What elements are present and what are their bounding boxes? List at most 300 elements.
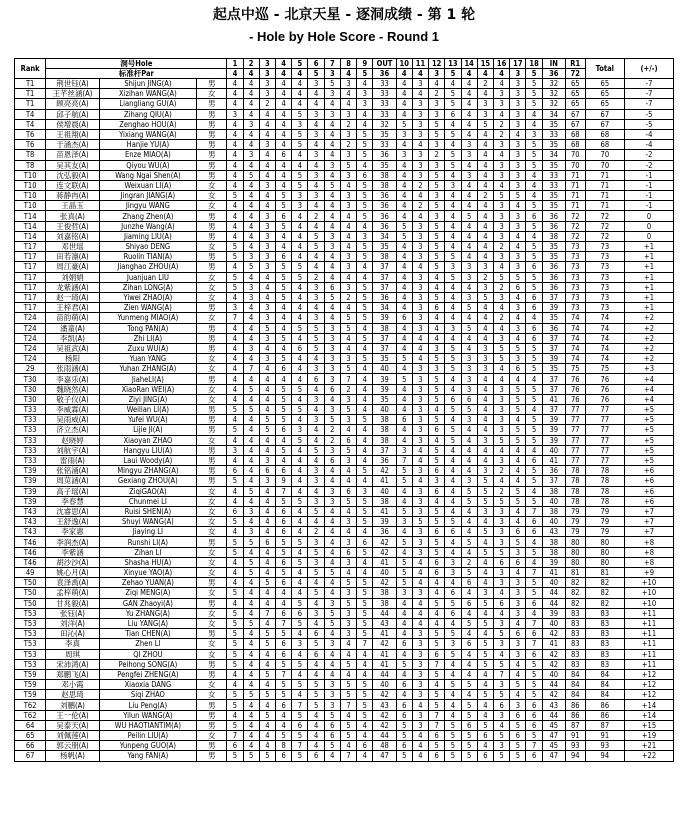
- player-name-en: XiaoRan WEI(A): [99, 384, 196, 394]
- hole-score-cell: 3: [429, 140, 445, 150]
- total-cell: 84: [585, 669, 624, 679]
- hole-score-cell: 2: [324, 425, 340, 435]
- hole-score-cell: 3: [340, 629, 356, 639]
- hole-score-cell: 5: [308, 639, 324, 649]
- gender-cell: 男: [197, 425, 227, 435]
- player-name-cn: 杨帆(A): [46, 751, 99, 761]
- to-par-cell: +8: [625, 557, 674, 567]
- hole-score-cell: 5: [510, 272, 526, 282]
- player-name-cn: 田沁(A): [46, 629, 99, 639]
- hole-score-cell: 4: [396, 201, 412, 211]
- in-score-cell: 39: [542, 303, 565, 313]
- par-value-header: 5: [445, 69, 461, 79]
- hole-score-cell: 2: [259, 99, 275, 109]
- hole-score-cell: 5: [477, 598, 493, 608]
- total-cell: 93: [585, 741, 624, 751]
- hole-score-cell: 5: [340, 160, 356, 170]
- hole-score-cell: 5: [292, 129, 308, 139]
- hole-score-cell: 4: [227, 119, 243, 129]
- out-score-cell: 42: [373, 690, 396, 700]
- hole-score-cell: 4: [412, 455, 428, 465]
- hole-score-cell: 7: [276, 669, 292, 679]
- hole-score-cell: 6: [276, 252, 292, 262]
- hole-score-cell: 3: [259, 354, 275, 364]
- to-par-cell: +5: [625, 405, 674, 415]
- hole-score-cell: 5: [461, 405, 477, 415]
- hole-score-cell: 4: [292, 517, 308, 527]
- player-name-cn: 王梓君(A): [46, 303, 99, 313]
- hole-score-cell: 5: [526, 354, 542, 364]
- to-par-cell: +1: [625, 303, 674, 313]
- hole-score-cell: 5: [340, 405, 356, 415]
- hole-score-cell: 3: [461, 292, 477, 302]
- hole-score-cell: 3: [243, 343, 259, 353]
- hole-score-cell: 5: [292, 496, 308, 506]
- hole-score-cell: 5: [227, 700, 243, 710]
- hole-score-cell: 4: [243, 313, 259, 323]
- hole-score-cell: 4: [396, 191, 412, 201]
- hole-score-cell: 4: [243, 129, 259, 139]
- table-row: [15, 262, 674, 272]
- hole-number-header: 2: [243, 59, 259, 69]
- hole-score-cell: 4: [477, 211, 493, 221]
- to-par-cell: +10: [625, 598, 674, 608]
- table-row: [15, 680, 674, 690]
- player-name-cn: 魏晓然(A): [46, 384, 99, 394]
- hole-score-cell: 3: [324, 496, 340, 506]
- hole-number-header: 11: [412, 59, 428, 69]
- hole-score-cell: 4: [445, 659, 461, 669]
- to-par-cell: -5: [625, 119, 674, 129]
- round-score-cell: 79: [565, 506, 585, 516]
- hole-score-cell: 3: [412, 486, 428, 496]
- hole-score-cell: 5: [259, 629, 275, 639]
- to-par-cell: +7: [625, 517, 674, 527]
- total-cell: 83: [585, 649, 624, 659]
- hole-score-cell: 3: [227, 303, 243, 313]
- hole-score-cell: 4: [324, 272, 340, 282]
- hole-score-cell: 3: [494, 384, 510, 394]
- round-score-cell: 71: [565, 201, 585, 211]
- hole-score-cell: 4: [357, 394, 373, 404]
- hole-score-cell: 3: [357, 231, 373, 241]
- hole-score-cell: 4: [276, 455, 292, 465]
- hole-score-cell: 6: [227, 506, 243, 516]
- hole-score-cell: 3: [494, 618, 510, 628]
- hole-score-cell: 3: [429, 99, 445, 109]
- hole-score-cell: 5: [227, 537, 243, 547]
- in-score-cell: 38: [542, 537, 565, 547]
- rank-cell: T4: [15, 119, 46, 129]
- hole-score-cell: 6: [276, 578, 292, 588]
- out-score-cell: 38: [373, 415, 396, 425]
- hole-score-cell: 4: [357, 649, 373, 659]
- round-score-cell: 74: [565, 323, 585, 333]
- in-score-cell: 44: [542, 680, 565, 690]
- rank-cell: T39: [15, 486, 46, 496]
- hole-score-cell: 5: [357, 201, 373, 211]
- round-score-cell: 82: [565, 588, 585, 598]
- hole-score-cell: 6: [429, 425, 445, 435]
- hole-score-cell: 5: [429, 517, 445, 527]
- hole-score-cell: 4: [477, 425, 493, 435]
- hole-score-cell: 5: [429, 629, 445, 639]
- in-score-cell: 37: [542, 374, 565, 384]
- hole-score-cell: 5: [292, 384, 308, 394]
- hole-score-cell: 5: [445, 150, 461, 160]
- out-score-cell: 34: [373, 303, 396, 313]
- hole-score-cell: 5: [445, 629, 461, 639]
- hole-score-cell: 4: [276, 160, 292, 170]
- hole-score-cell: 3: [510, 109, 526, 119]
- round-score-cell: 72: [565, 231, 585, 241]
- hole-score-cell: 5: [276, 354, 292, 364]
- hole-score-cell: 4: [396, 384, 412, 394]
- rank-cell: T8: [15, 150, 46, 160]
- hole-score-cell: 5: [357, 578, 373, 588]
- hole-score-cell: 3: [461, 374, 477, 384]
- table-row: [15, 303, 674, 313]
- to-par-cell: +11: [625, 618, 674, 628]
- rank-cell: T17: [15, 262, 46, 272]
- hole-score-cell: 4: [396, 170, 412, 180]
- hole-score-cell: 5: [396, 476, 412, 486]
- total-cell: 79: [585, 527, 624, 537]
- hole-score-cell: 4: [292, 669, 308, 679]
- hole-score-cell: 4: [526, 557, 542, 567]
- hole-score-cell: 5: [461, 700, 477, 710]
- hole-score-cell: 5: [494, 343, 510, 353]
- hole-score-cell: 4: [340, 333, 356, 343]
- hole-score-cell: 5: [396, 568, 412, 578]
- hole-score-cell: 6: [276, 700, 292, 710]
- hole-score-cell: 5: [396, 751, 412, 761]
- par-value-header: 4: [276, 69, 292, 79]
- hole-score-cell: 4: [259, 272, 275, 282]
- hole-number-header: 7: [324, 59, 340, 69]
- gender-cell: 男: [197, 578, 227, 588]
- player-name-cn: 李紫涵: [46, 547, 99, 557]
- hole-score-cell: 6: [510, 731, 526, 741]
- out-score-cell: 37: [373, 343, 396, 353]
- hole-score-cell: 5: [429, 394, 445, 404]
- hole-score-cell: 3: [461, 272, 477, 282]
- hole-score-cell: 5: [227, 272, 243, 282]
- in-score-cell: 42: [542, 629, 565, 639]
- total-cell: 91: [585, 731, 624, 741]
- hole-score-cell: 4: [227, 262, 243, 272]
- to-par-cell: +15: [625, 720, 674, 730]
- hole-score-cell: 4: [243, 578, 259, 588]
- out-score-cell: 35: [373, 394, 396, 404]
- player-name-cn: 张铭涌(A): [46, 466, 99, 476]
- rank-cell: T43: [15, 506, 46, 516]
- hole-score-cell: 4: [445, 466, 461, 476]
- table-row: [15, 618, 674, 628]
- in-score-cell: 41: [542, 639, 565, 649]
- hole-score-cell: 6: [461, 639, 477, 649]
- hole-score-cell: 6: [259, 466, 275, 476]
- player-name-cn: 王祖翔(A): [46, 129, 99, 139]
- table-row: [15, 354, 674, 364]
- hole-score-cell: 4: [429, 405, 445, 415]
- hole-score-cell: 5: [259, 751, 275, 761]
- hole-score-cell: 4: [396, 160, 412, 170]
- hole-score-cell: 4: [324, 119, 340, 129]
- hole-score-cell: 5: [308, 231, 324, 241]
- hole-score-cell: 4: [396, 343, 412, 353]
- in-score-cell: 35: [542, 140, 565, 150]
- round-score-cell: 78: [565, 486, 585, 496]
- gender-cell: 男: [197, 109, 227, 119]
- gender-cell: 女: [197, 364, 227, 374]
- total-cell: 67: [585, 109, 624, 119]
- hole-score-cell: 4: [292, 578, 308, 588]
- hole-score-cell: 3: [477, 466, 493, 476]
- player-name-en: Zenghao HOU(A): [99, 119, 196, 129]
- hole-score-cell: 7: [276, 486, 292, 496]
- hole-score-cell: 6: [429, 731, 445, 741]
- player-name-cn: 邱子航(A): [46, 109, 99, 119]
- hole-score-cell: 4: [477, 323, 493, 333]
- hole-score-cell: 4: [445, 333, 461, 343]
- hole-score-cell: 4: [494, 608, 510, 618]
- hole-score-cell: 3: [494, 537, 510, 547]
- hole-score-cell: 5: [445, 731, 461, 741]
- hole-score-cell: 4: [276, 598, 292, 608]
- hole-score-cell: 4: [461, 343, 477, 353]
- total-cell: 77: [585, 445, 624, 455]
- hole-score-cell: 4: [461, 517, 477, 527]
- round-score-cell: 84: [565, 690, 585, 700]
- hole-score-cell: 4: [276, 343, 292, 353]
- player-name-cn: 雷雨(A): [46, 455, 99, 465]
- hole-score-cell: 3: [308, 557, 324, 567]
- round-score-cell: 67: [565, 119, 585, 129]
- hole-score-cell: 3: [259, 89, 275, 99]
- in-score-cell: 42: [542, 659, 565, 669]
- hole-score-cell: 3: [308, 292, 324, 302]
- hole-score-cell: 9: [276, 476, 292, 486]
- total-cell: 77: [585, 455, 624, 465]
- table-row: [15, 333, 674, 343]
- hole-score-cell: 4: [243, 547, 259, 557]
- hole-score-cell: 4: [510, 568, 526, 578]
- table-row: [15, 506, 674, 516]
- hole-score-cell: 5: [340, 323, 356, 333]
- hole-score-cell: 5: [227, 608, 243, 618]
- round-score-cell: 68: [565, 140, 585, 150]
- to-par-cell: +19: [625, 731, 674, 741]
- hole-score-cell: 3: [461, 384, 477, 394]
- rank-cell: T30: [15, 394, 46, 404]
- hole-score-cell: 3: [412, 221, 428, 231]
- hole-score-cell: 4: [396, 180, 412, 190]
- table-row: [15, 537, 674, 547]
- hole-score-cell: 3: [412, 415, 428, 425]
- round-score-cell: 77: [565, 415, 585, 425]
- hole-score-cell: 4: [243, 231, 259, 241]
- hole-score-cell: 4: [324, 578, 340, 588]
- hole-score-cell: 5: [445, 354, 461, 364]
- hole-score-cell: 4: [357, 221, 373, 231]
- hole-number-header: 4: [276, 59, 292, 69]
- hole-score-cell: 4: [412, 618, 428, 628]
- gender-cell: 男: [197, 466, 227, 476]
- hole-score-cell: 6: [526, 598, 542, 608]
- hole-score-cell: 3: [494, 506, 510, 516]
- hole-score-cell: 4: [445, 303, 461, 313]
- hole-score-cell: 4: [243, 598, 259, 608]
- out-score-cell: 39: [373, 374, 396, 384]
- hole-score-cell: 4: [429, 608, 445, 618]
- in-score-cell: 40: [542, 669, 565, 679]
- gender-cell: 男: [197, 445, 227, 455]
- table-row: [15, 629, 674, 639]
- hole-score-cell: 4: [227, 323, 243, 333]
- hole-score-cell: 5: [461, 731, 477, 741]
- player-name-cn: 张钰(A): [46, 608, 99, 618]
- rank-cell: T17: [15, 292, 46, 302]
- hole-score-cell: 5: [429, 292, 445, 302]
- out-score-cell: 40: [373, 680, 396, 690]
- hole-score-cell: 3: [259, 79, 275, 89]
- hole-score-cell: 4: [292, 588, 308, 598]
- hole-score-cell: 4: [461, 506, 477, 516]
- player-name-cn: 荆世钰(A): [46, 79, 99, 89]
- hole-score-cell: 4: [324, 313, 340, 323]
- hole-score-cell: 3: [494, 292, 510, 302]
- hole-score-cell: 4: [292, 313, 308, 323]
- round-score-cell: 80: [565, 557, 585, 567]
- out-score-cell: 37: [373, 262, 396, 272]
- hole-score-cell: 3: [412, 323, 428, 333]
- hole-score-cell: 3: [259, 211, 275, 221]
- hole-score-cell: 3: [494, 221, 510, 231]
- hole-score-cell: 5: [259, 323, 275, 333]
- hole-score-cell: 6: [276, 425, 292, 435]
- hole-score-cell: 4: [227, 89, 243, 99]
- hole-score-cell: 4: [243, 659, 259, 669]
- hole-score-cell: 3: [308, 150, 324, 160]
- hole-score-cell: 3: [308, 364, 324, 374]
- hole-score-cell: 3: [477, 343, 493, 353]
- out-score-cell: 41: [373, 557, 396, 567]
- hole-score-cell: 5: [292, 659, 308, 669]
- hole-score-cell: 7: [526, 639, 542, 649]
- rank-cell: T50: [15, 578, 46, 588]
- hole-score-cell: 4: [526, 486, 542, 496]
- table-row: [15, 496, 674, 506]
- out-score-cell: 42: [373, 710, 396, 720]
- hole-score-cell: 6: [461, 598, 477, 608]
- hole-score-cell: 5: [259, 639, 275, 649]
- out-score-cell: 47: [373, 751, 396, 761]
- hole-score-cell: 4: [429, 496, 445, 506]
- to-par-cell: +11: [625, 629, 674, 639]
- hole-score-cell: 4: [292, 211, 308, 221]
- out-score-cell: 40: [373, 364, 396, 374]
- hole-score-cell: 4: [259, 384, 275, 394]
- hole-score-cell: 5: [259, 578, 275, 588]
- gender-cell: 女: [197, 680, 227, 690]
- round-score-cell: 78: [565, 466, 585, 476]
- hole-score-cell: 5: [477, 547, 493, 557]
- hole-score-cell: 2: [494, 242, 510, 252]
- in-score-cell: 36: [542, 282, 565, 292]
- hole-score-cell: 5: [494, 547, 510, 557]
- hole-score-cell: 4: [477, 445, 493, 455]
- hole-score-cell: 5: [357, 466, 373, 476]
- hole-score-cell: 2: [494, 282, 510, 292]
- hole-score-cell: 3: [510, 150, 526, 160]
- hole-score-cell: 3: [259, 303, 275, 313]
- hole-score-cell: 3: [445, 639, 461, 649]
- hole-score-cell: 4: [276, 79, 292, 89]
- hole-score-cell: 4: [396, 405, 412, 415]
- hole-score-cell: 3: [396, 129, 412, 139]
- hole-score-cell: 3: [259, 262, 275, 272]
- hole-score-cell: 4: [357, 557, 373, 567]
- out-score-cell: 33: [373, 89, 396, 99]
- hole-score-cell: 5: [276, 384, 292, 394]
- hole-score-cell: 4: [510, 313, 526, 323]
- par-value-header: 3: [324, 69, 340, 79]
- hole-score-cell: 3: [324, 639, 340, 649]
- gender-cell: 女: [197, 435, 227, 445]
- player-name-cn: 连文联(A): [46, 180, 99, 190]
- hole-score-cell: 4: [429, 323, 445, 333]
- hole-score-cell: 5: [461, 618, 477, 628]
- player-name-en: Ziqi MENG(A): [99, 588, 196, 598]
- hole-score-cell: 3: [259, 221, 275, 231]
- hole-score-cell: 5: [526, 79, 542, 89]
- rank-cell: T50: [15, 598, 46, 608]
- player-name-cn: 吴雨威(A): [46, 415, 99, 425]
- hole-score-cell: 5: [292, 140, 308, 150]
- hole-score-cell: 4: [477, 537, 493, 547]
- hole-score-cell: 5: [461, 568, 477, 578]
- total-cell: 74: [585, 333, 624, 343]
- hole-score-cell: 5: [445, 649, 461, 659]
- table-row: [15, 557, 674, 567]
- hole-score-cell: 5: [340, 313, 356, 323]
- hole-score-cell: 4: [243, 323, 259, 333]
- hole-score-cell: 2: [412, 180, 428, 190]
- hole-score-cell: 4: [396, 252, 412, 262]
- player-name-en: Mingyu ZHANG(A): [99, 466, 196, 476]
- hole-score-cell: 4: [412, 731, 428, 741]
- gender-cell: 男: [197, 598, 227, 608]
- hole-score-cell: 4: [357, 272, 373, 282]
- hole-score-cell: 5: [357, 129, 373, 139]
- hole-score-cell: 5: [357, 618, 373, 628]
- hole-score-cell: 4: [340, 272, 356, 282]
- player-name-en: Tian CHEN(A): [99, 629, 196, 639]
- table-row: [15, 669, 674, 679]
- hole-score-cell: 5: [324, 710, 340, 720]
- gender-cell: 女: [197, 547, 227, 557]
- hole-score-cell: 6: [357, 170, 373, 180]
- hole-score-cell: 5: [259, 690, 275, 700]
- round-score-cell: 84: [565, 669, 585, 679]
- hole-score-cell: 5: [526, 364, 542, 374]
- round-score-cell: 83: [565, 649, 585, 659]
- hole-score-cell: 6: [429, 303, 445, 313]
- hole-score-cell: 4: [308, 517, 324, 527]
- hole-score-cell: 5: [526, 150, 542, 160]
- hole-score-cell: 3: [412, 527, 428, 537]
